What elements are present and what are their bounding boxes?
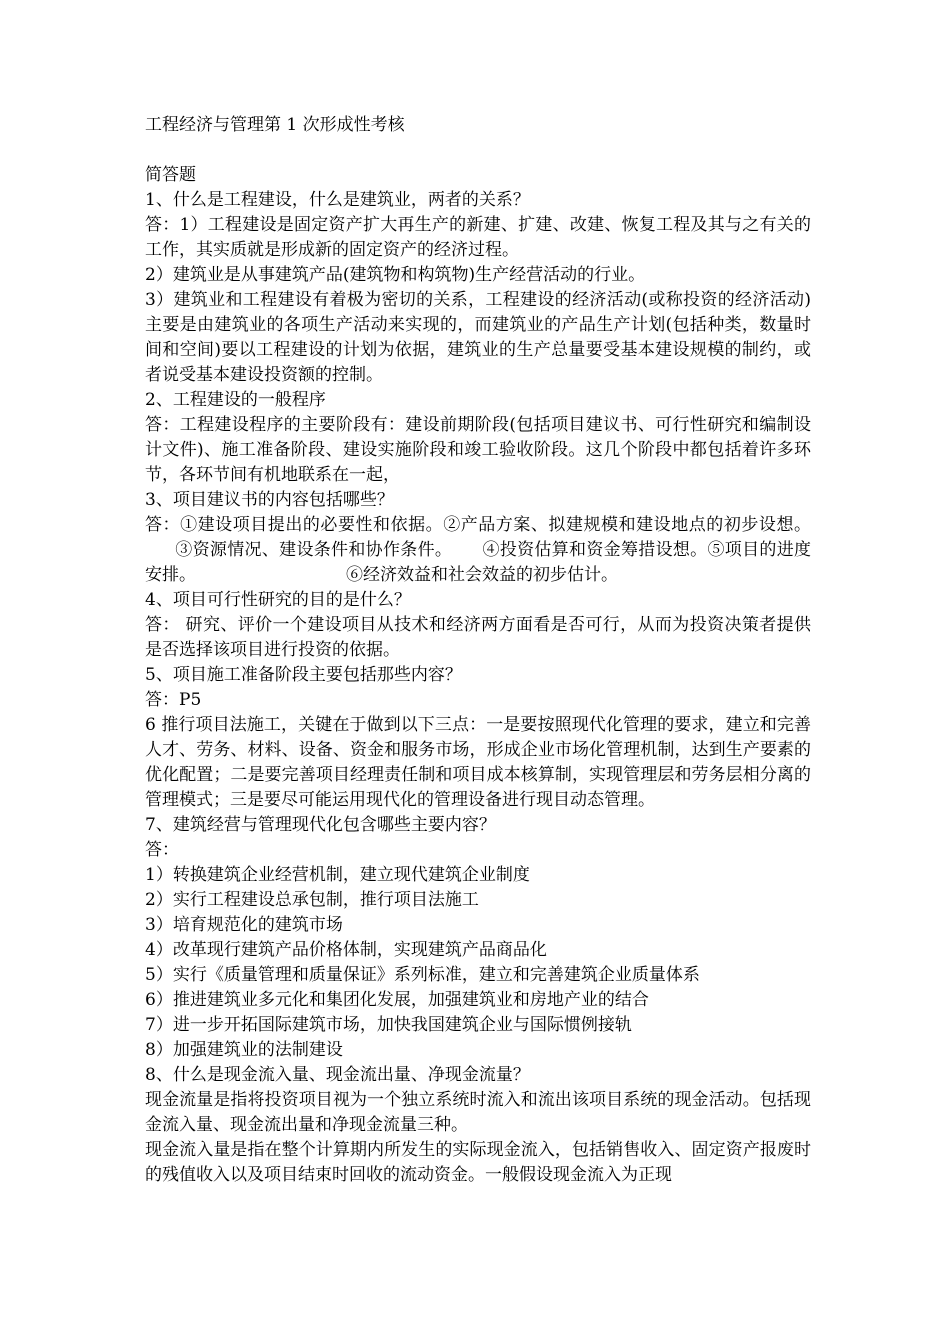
answer-2: 答：工程建设程序的主要阶段有：建设前期阶段(包括项目建议书、可行性研究和编制设计文件)、施工准备阶段、建设实施阶段和竣工验收阶段。这几个阶段中都包括着许多环节，各环节间有机地联系在一起， [145, 415, 811, 485]
question-3: 3、项目建议书的内容包括哪些？ [145, 490, 394, 510]
answer-1-part-1: 答：1）工程建设是固定资产扩大再生产的新建、扩建、改建、恢复工程及其与之有关的工作，其实质就是形成新的固定资产的经济过程。 [145, 215, 811, 260]
question-4: 4、项目可行性研究的目的是什么？ [145, 590, 411, 610]
answer-3-part-3: ④投资估算和资金筹措设想。⑤项目的进度安排。 [145, 540, 812, 585]
answer-7-item-3: 3）培育规范化的建筑市场 [145, 915, 343, 935]
document-body [145, 113, 811, 1188]
answer-7-item-6: 6）推进建筑业多元化和集团化发展，加强建筑业和房地产业的结合 [145, 990, 649, 1010]
answer-7-item-5: 5）实行《质量管理和质量保证》系列标准，建立和完善建筑企业质量体系 [145, 965, 700, 985]
answer-8-part-1: 现金流量是指将投资项目视为一个独立系统时流入和流出该项目系统的现金活动。包括现金流入量、现金流出量和净现金流量三种。 [145, 1090, 811, 1135]
answer-7-item-2: 2）实行工程建设总承包制，推行项目法施工 [145, 890, 479, 910]
answer-7-item-1: 1）转换建筑企业经营机制，建立现代建筑企业制度 [145, 865, 530, 885]
blank-line [145, 138, 811, 163]
answer-7-item-4: 4）改革现行建筑产品价格体制，实现建筑产品商品化 [145, 940, 547, 960]
answer-3-part-4: ⑥经济效益和社会效益的初步估计。 [346, 565, 618, 585]
answer-5: 答：P5 [145, 690, 202, 710]
answer-7-item-7: 7）进一步开拓国际建筑市场，加快我国建筑企业与国际惯例接轨 [145, 1015, 632, 1035]
question-8: 8、什么是现金流入量、现金流出量、净现金流量？ [145, 1065, 530, 1085]
answer-1-part-3: 3）建筑业和工程建设有着极为密切的关系，工程建设的经济活动(或称投资的经济活动)主要是由建筑业的各项生产活动来实现的，而建筑业的产品生产计划(包括种类，数量时间和空间)要以工程建设的计划为依据，建筑业的生产总量要受基本建设规模的制约，或者说受基本建设投资额的控制。 [145, 290, 811, 385]
document-title: 工程经济与管理第 1 次形成性考核 [145, 115, 405, 135]
answer-7-label: 答： [145, 840, 179, 860]
answer-3-part-1: 答：①建设项目提出的必要性和依据。②产品方案、拟建规模和建设地点的初步设想。 [145, 515, 811, 535]
question-1: 1、什么是工程建设，什么是建筑业，两者的关系？ [145, 190, 530, 210]
section-heading: 简答题 [145, 165, 196, 185]
question-7: 7、建筑经营与管理现代化包含哪些主要内容？ [145, 815, 496, 835]
answer-7-item-8: 8）加强建筑业的法制建设 [145, 1040, 343, 1060]
question-6: 6 推行项目法施工，关键在于做到以下三点：一是要按照现代化管理的要求，建立和完善人才、劳务、材料、设备、资金和服务市场，形成企业市场化管理机制，达到生产要素的优化配置；二是要完善项目经理责任制和项目成本核算制，实现管理层和劳务层相分离的管理模式；三是要尽可能运用现代化的管理设备进行现目动态管理。 [145, 715, 811, 810]
answer-1-part-2: 2）建筑业是从事建筑产品(建筑物和构筑物)生产经营活动的行业。 [145, 265, 646, 285]
answer-4: 答： 研究、评价一个建设项目从技术和经济两方面看是否可行，从而为投资决策者提供是否选择该项目进行投资的依据。 [145, 615, 811, 660]
answer-8-part-2: 现金流入量是指在整个计算期内所发生的实际现金流入，包括销售收入、固定资产报废时的残值收入以及项目结束时回收的流动资金。一般假设现金流入为正现 [145, 1140, 811, 1185]
question-5: 5、项目施工准备阶段主要包括那些内容？ [145, 665, 462, 685]
question-2: 2、工程建设的一般程序 [145, 390, 326, 410]
answer-3 [145, 513, 811, 588]
answer-3-part-2: ③资源情况、建设条件和协作条件。 [175, 540, 453, 560]
